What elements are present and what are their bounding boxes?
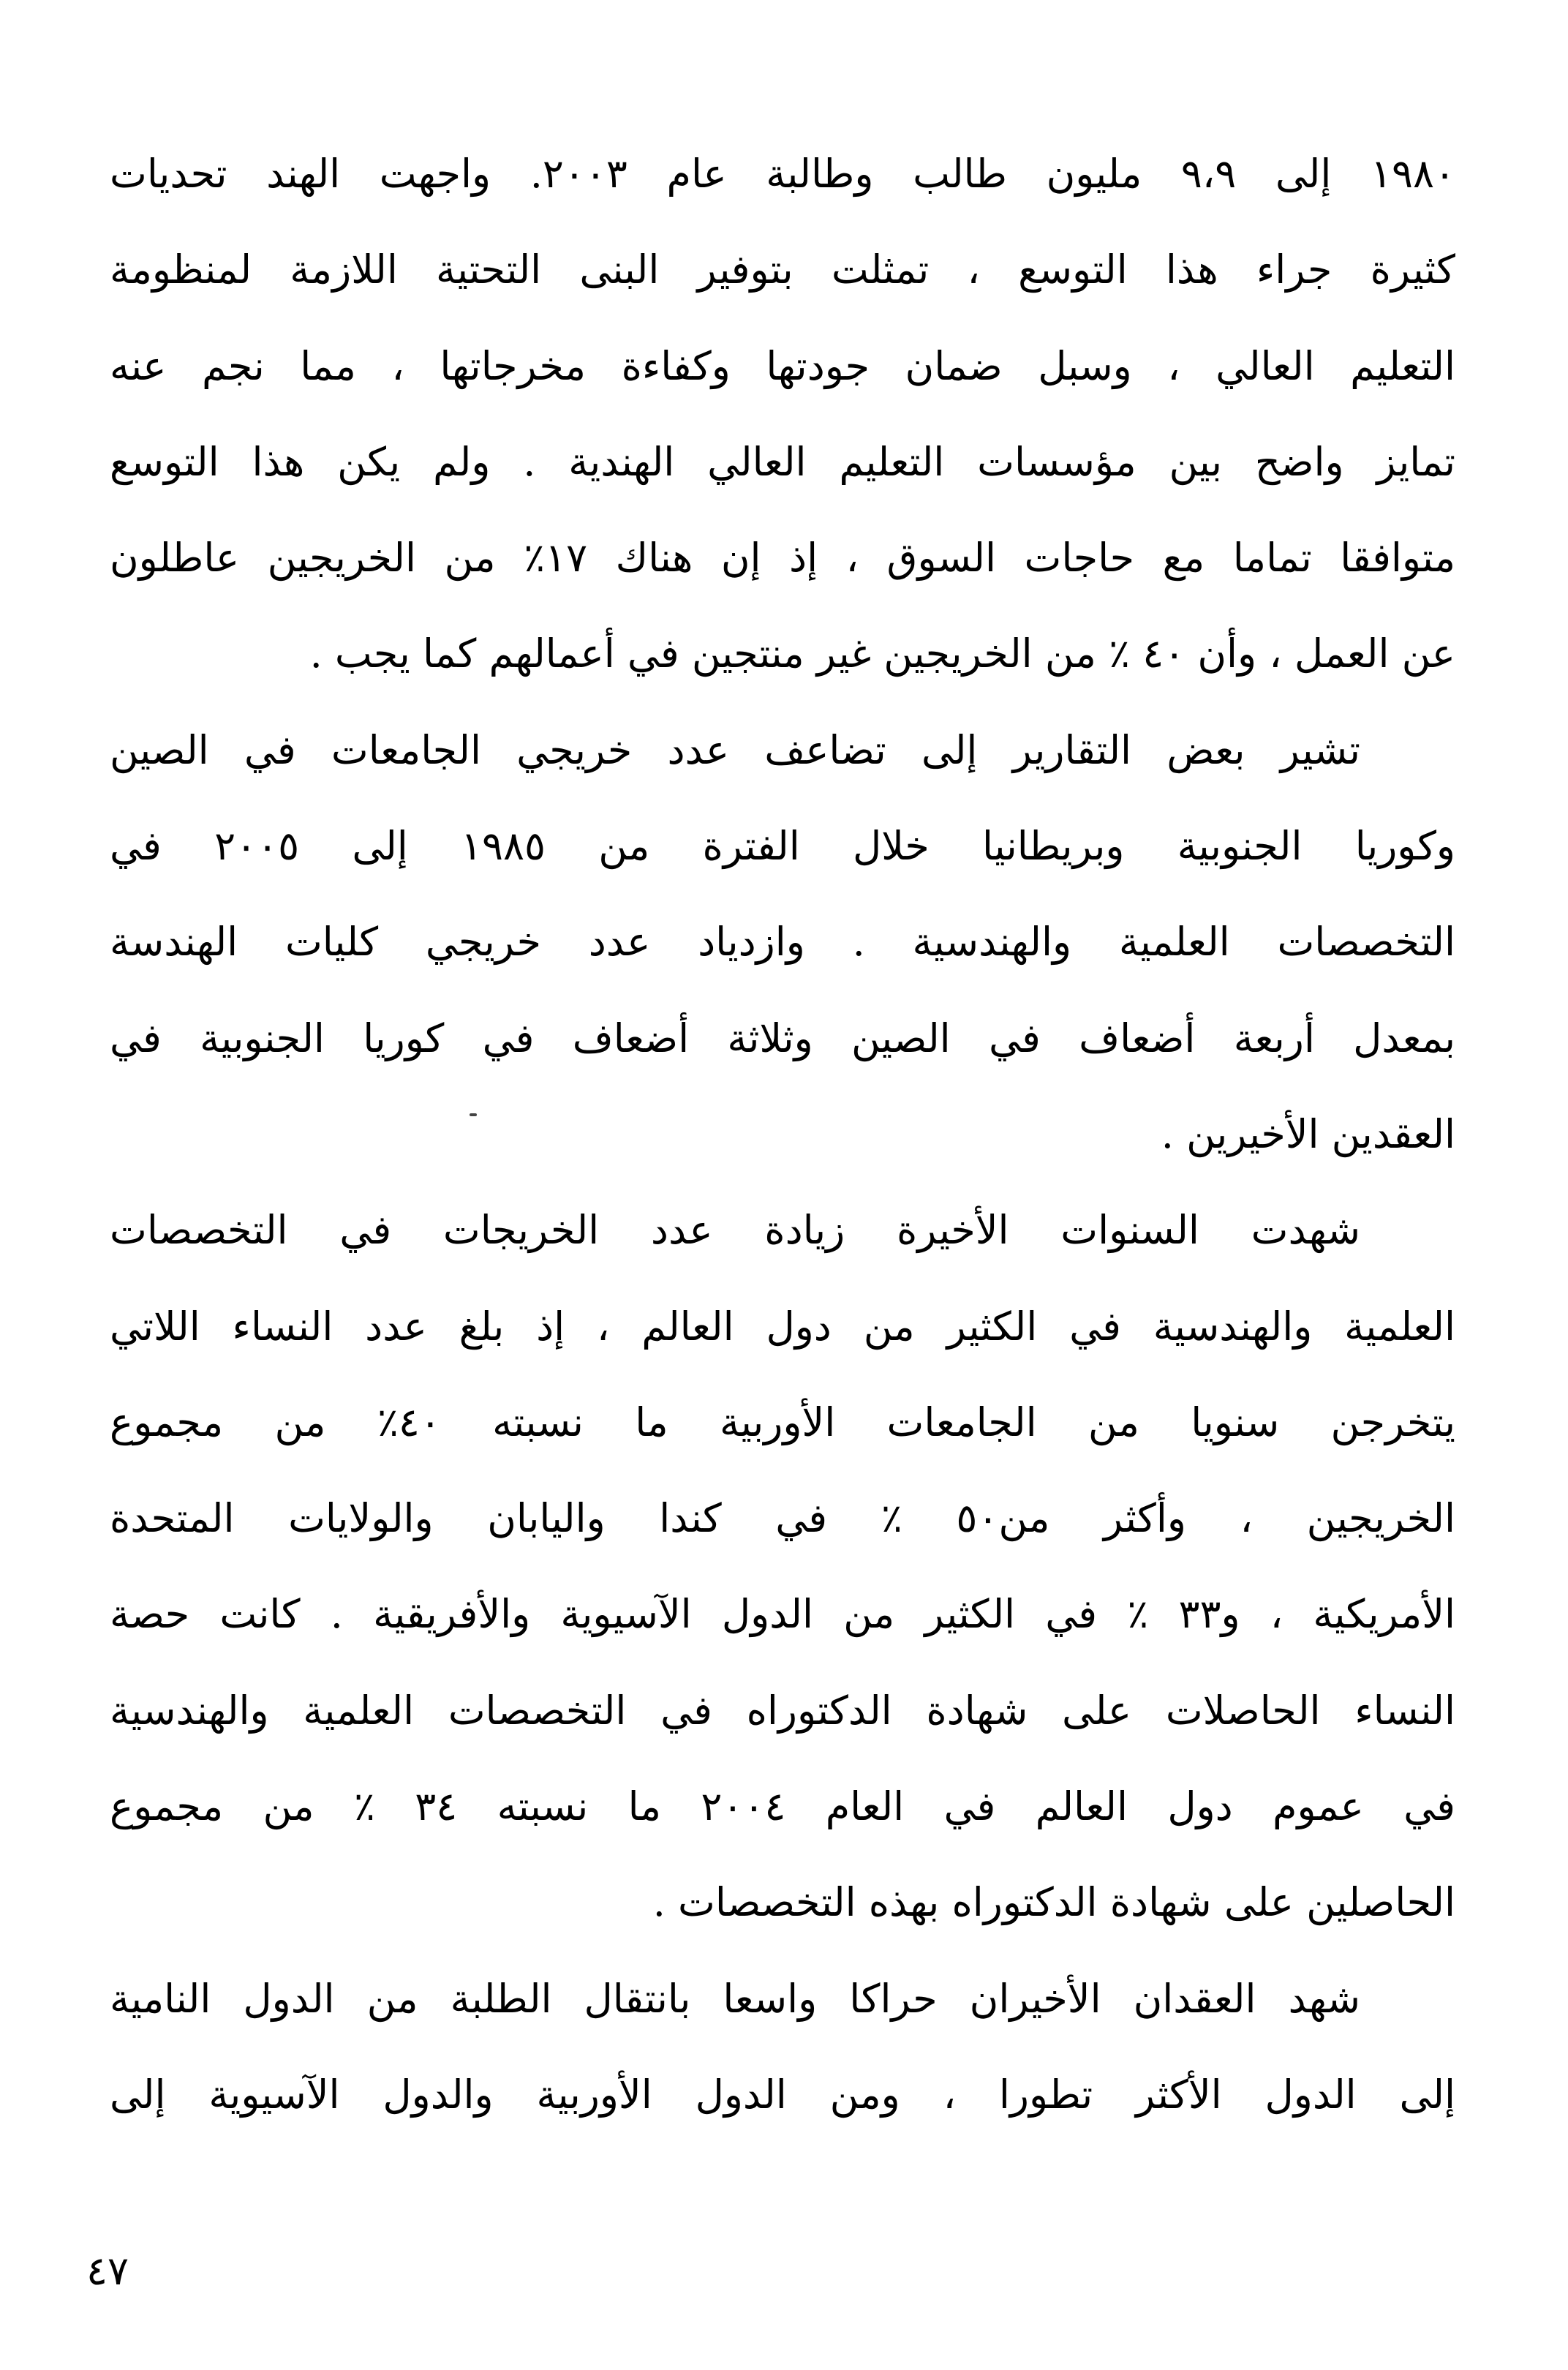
text-line: يتخرجن سنويا من الجامعات الأوربية ما نسبته ٤٠٪ من مجموع <box>110 1399 1455 1445</box>
text-line: ١٩٨٠ إلى ٩،٩ مليون طالب وطالبة عام ٢٠٠٣. واجهت الهند تحديات <box>110 151 1455 197</box>
text-line: وكوريا الجنوبية وبريطانيا خلال الفترة من ١٩٨٥ إلى ٢٠٠٥ في <box>110 823 1455 870</box>
text-line: شهدت السنوات الأخيرة زيادة عدد الخريجات في التخصصات <box>110 1207 1360 1254</box>
text-line: الحاصلين على شهادة الدكتوراه بهذه التخصصات . <box>652 1879 1455 1926</box>
text-line: العقدين الأخيرين . <box>1161 1110 1455 1157</box>
text-line: إلى الدول الأكثر تطورا ، ومن الدول الأوربية والدول الآسيوية إلى <box>110 2071 1455 2118</box>
text-line: كثيرة جراء هذا التوسع ، تمثلت بتوفير البنى التحتية اللازمة لمنظومة <box>110 247 1455 293</box>
text-line: الأمريكية ، و٣٣ ٪ في الكثير من الدول الآسيوية والأفريقية . كانت حصة <box>110 1591 1455 1638</box>
scan-speck <box>470 1113 477 1116</box>
text-line: النساء الحاصلات على شهادة الدكتوراه في التخصصات العلمية والهندسية <box>110 1687 1455 1734</box>
text-line: التخصصات العلمية والهندسية . وازدياد عدد خريجي كليات الهندسة <box>110 919 1455 966</box>
text-line: تشير بعض التقارير إلى تضاعف عدد خريجي الجامعات في الصين <box>110 726 1360 773</box>
text-line: تمايز واضح بين مؤسسات التعليم العالي الهندية . ولم يكن هذا التوسع <box>110 438 1455 485</box>
text-line: شهد العقدان الأخيران حراكا واسعا بانتقال الطلبة من الدول النامية <box>110 1975 1360 2022</box>
text-line: بمعدل أربعة أضعاف في الصين وثلاثة أضعاف في كوريا الجنوبية في <box>110 1015 1455 1061</box>
text-line: في عموم دول العالم في العام ٢٠٠٤ ما نسبته ٣٤ ٪ من مجموع <box>110 1783 1455 1830</box>
text-line: عن العمل ، وأن ٤٠ ٪ من الخريجين غير منتجين في أعمالهم كما يجب . <box>309 631 1455 677</box>
text-line: الخريجين ، وأكثر من٥٠ ٪ في كندا واليابان والولايات المتحدة <box>110 1495 1455 1542</box>
text-line: العلمية والهندسية في الكثير من دول العالم ، إذ بلغ عدد النساء اللاتي <box>110 1303 1455 1350</box>
page-number: ٤٧ <box>86 2248 129 2294</box>
text-line: متوافقا تماما مع حاجات السوق ، إذ إن هناك ١٧٪ من الخريجين عاطلون <box>110 535 1455 582</box>
text-line: التعليم العالي ، وسبل ضمان جودتها وكفاءة مخرجاتها ، مما نجم عنه <box>110 342 1455 389</box>
body-text <box>110 126 1455 2143</box>
